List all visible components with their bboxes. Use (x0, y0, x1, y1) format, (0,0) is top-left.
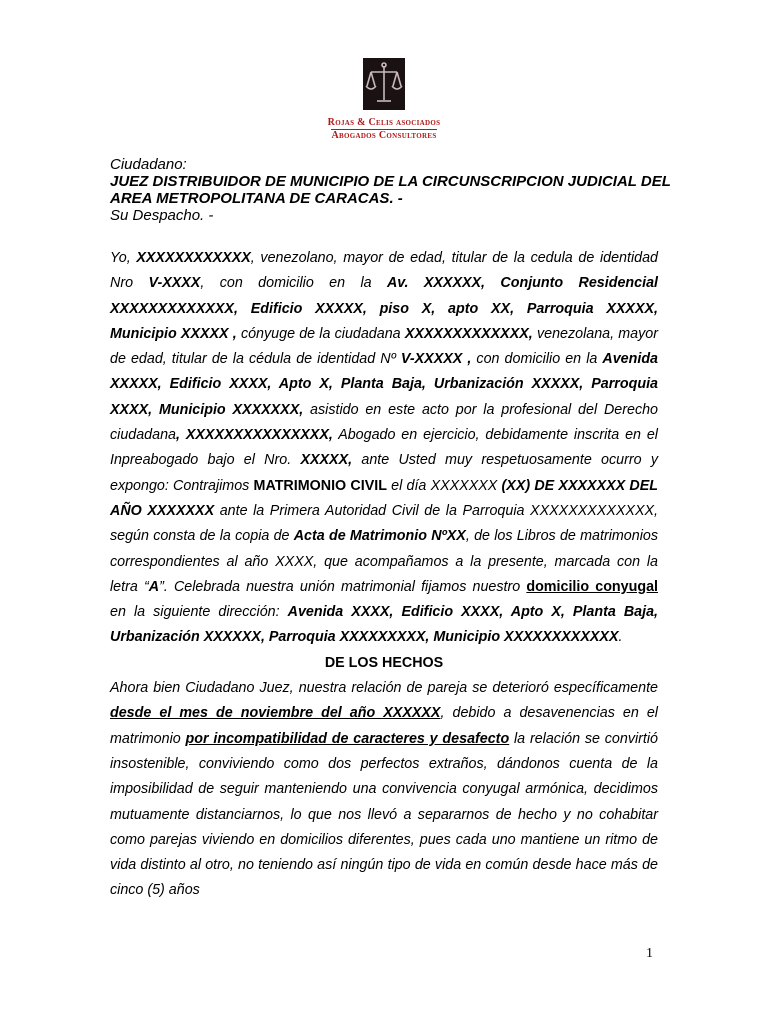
page-number: 1 (646, 946, 653, 961)
text-run: la relación se convirtió insostenible, conviviendo como dos perfectos extraños, dándonos cuenta de la imposibilidad de seguir manteniendo una convivencia conyugal armónica, decidimos mutuamente distanciarnos, lo que nos llevó a separarnos de hecho y no cohabitar como parejas viviendo en domicilios diferentes, pues cada uno mantiene un ritmo de vida distinto al otro, no teniendo así ningún tipo de vida en común desde hace más de cinco (5) años (110, 730, 659, 899)
closing: Su Despacho. - (110, 207, 214, 224)
text-run: ”. Celebrada nuestra unión matrimonial fijamos nuestro (159, 578, 527, 595)
text-run: el día XXXXXXX (386, 477, 502, 494)
firm-name (0, 117, 768, 141)
text-run: A (148, 578, 160, 595)
text-run: XXXXX, (300, 452, 353, 469)
text-run: , con domicilio en la (200, 275, 387, 292)
text-run: , debido a desavenencias en el matrimonio (110, 705, 658, 747)
text-run: , de los Libros de matrimonios correspondientes al año XXXX, que acompañamos a la presente, marcada con la letra “ (110, 528, 658, 595)
text-run: Avenida XXXXX, Edificio XXXX, Apto X, Planta Baja, Urbanización XXXXX, Parroquia XXXX, Municipio XXXXXXX, (110, 351, 659, 418)
text-run: Yo, (110, 250, 137, 266)
text-run: Avenida XXXX, Edificio XXXX, Apto X, Planta Baja, Urbanización XXXXXX, Parroquia XXXXXXXXX, Municipio XXXXXXXXXXXX (110, 604, 659, 646)
text-run: Acta de Matrimonio NºXX (293, 528, 466, 545)
firm-name-line2: Abogados Consultores (331, 130, 437, 141)
text-run: domicilio conyugal (526, 578, 659, 595)
text-run: Abogado en ejercicio, debidamente inscrita en el Inpreabogado bajo el Nro. (110, 427, 658, 469)
text-run: ante Usted muy respetuosamente ocurro y expongo: Contrajimos (110, 452, 658, 494)
recipient: JUEZ DISTRIBUIDOR DE MUNICIPIO DE LA CIRCUNSCRIPCION JUDICIAL DEL AREA METROPOLITANA DE CARACAS. - (110, 173, 671, 207)
text-run: XXXXXXXXXXXX (136, 250, 251, 266)
document-body (110, 246, 658, 904)
firm-name-line1: Rojas & Celis asociados (327, 117, 441, 128)
text-run: asistido en este acto por la profesional del Derecho ciudadana (110, 401, 658, 444)
section-heading: DE LOS HECHOS (324, 654, 444, 671)
text-run: V-XXXX (148, 275, 201, 292)
text-run: XXXXXXXXXXXXX, (404, 325, 533, 342)
text-run: con domicilio en la (471, 351, 603, 368)
paragraph-facts (110, 676, 658, 904)
letterhead (0, 58, 768, 141)
address-block (110, 156, 710, 224)
paragraph-facts-intro (110, 246, 658, 651)
text-run: V-XXXXX , (400, 351, 472, 368)
text-run: cónyuge de la ciudadana (236, 325, 405, 342)
text-run: Ahora bien Ciudadano Juez, nuestra relación de pareja se deterioró específicamente (110, 680, 658, 697)
text-run: MATRIMONIO CIVIL (253, 477, 387, 494)
text-run: Av. XXXXXX, Conjunto Residencial XXXXXXXXXXXXX, Edificio XXXXX, piso X, apto XX, Parroquia XXXXX, Municipio XXXXX , (110, 275, 658, 342)
scales-of-justice-icon (363, 58, 405, 110)
text-run: , XXXXXXXXXXXXXXX, (175, 427, 333, 444)
text-run: ante la Primera Autoridad Civil de la Parroquia XXXXXXXXXXXXX, según consta de la copia de (110, 502, 658, 545)
text-run: desde el mes de noviembre del año XXXXXX (110, 705, 441, 722)
text-run: (XX) DE XXXXXXX DEL AÑO XXXXXXX (110, 477, 658, 519)
text-run: por incompatibilidad de caracteres y desafecto (185, 730, 510, 747)
salutation: Ciudadano: (110, 156, 187, 173)
text-run: en la siguiente dirección: (110, 604, 288, 621)
text-run: venezolana, mayor de edad, titular de la cédula de identidad Nº (110, 325, 658, 368)
text-run: , venezolano, mayor de edad, titular de la cedula de identidad Nro (110, 250, 658, 292)
text-run: . (618, 629, 623, 646)
